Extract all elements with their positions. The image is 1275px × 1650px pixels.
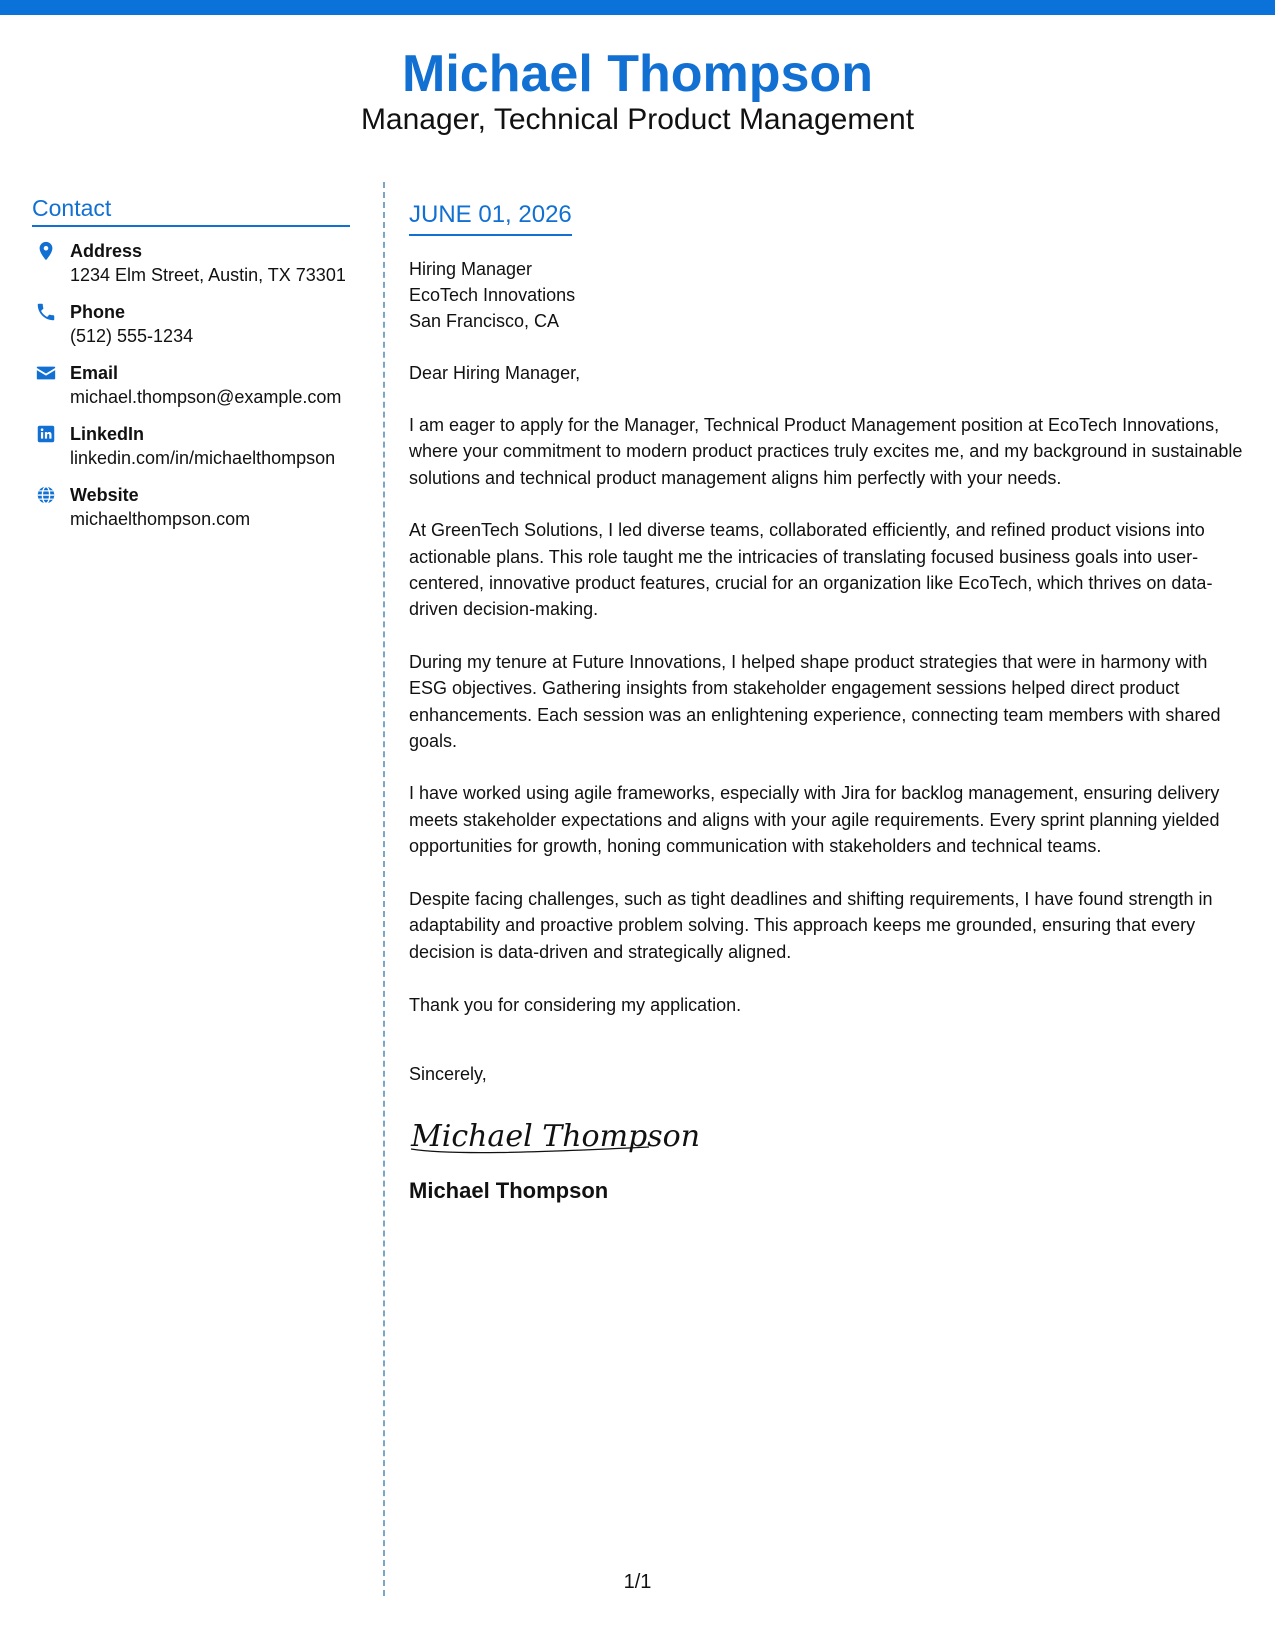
top-accent-bar bbox=[0, 0, 1275, 15]
contact-label: Website bbox=[70, 485, 139, 505]
column-divider bbox=[383, 182, 385, 1596]
handwritten-signature bbox=[409, 1113, 1249, 1159]
letter-body bbox=[409, 200, 1249, 1205]
map-pin-icon bbox=[35, 240, 59, 264]
letter-paragraph: During my tenure at Future Innovations, I helped shape product strategies that were in harmony with ESG objectives. Gathering insights from stakeholder engagement sessions helped direct product enhancements. Each session was an enlightening experience, connecting team members with shared goals. bbox=[409, 651, 1221, 752]
contact-item-website bbox=[32, 483, 352, 531]
website-link[interactable]: michaelthompson.com bbox=[70, 509, 251, 529]
linkedin-link[interactable]: linkedin.com/in/michaelthompson bbox=[70, 448, 336, 468]
contact-item-linkedin bbox=[32, 422, 352, 470]
contact-label: Phone bbox=[70, 302, 126, 322]
email-link[interactable]: michael.thompson@example.com bbox=[70, 387, 342, 407]
phone-value: (512) 555-1234 bbox=[70, 326, 194, 346]
phone-icon bbox=[35, 301, 59, 325]
letter-paragraph: At GreenTech Solutions, I led diverse teams, collaborated efficiently, and refined product visions into actionable plans. This role taught me the intricacies of translating focused business goals into user-centered, innovative product features, crucial for an organization like EcoTech, which thrives on data-driven decision-making. bbox=[409, 520, 1213, 620]
recipient-line: EcoTech Innovations bbox=[409, 285, 576, 305]
applicant-headline: Manager, Technical Product Management bbox=[360, 103, 915, 136]
letter-paragraph: I have worked using agile frameworks, especially with Jira for backlog management, ensuring delivery meets stakeholder expectations and aligns with your agile requirements. Every sprint planning yielded opportunities for growth, honing communication with stakeholders and technical teams. bbox=[409, 783, 1220, 857]
letter-greeting: Dear Hiring Manager, bbox=[409, 363, 581, 383]
signed-name: Michael Thompson bbox=[409, 1177, 609, 1203]
contact-item-email bbox=[32, 361, 352, 409]
envelope-icon bbox=[35, 362, 59, 386]
recipient-line: Hiring Manager bbox=[409, 259, 533, 279]
signature-text: Michael Thompson bbox=[411, 1118, 701, 1154]
letter-signoff: Sincerely, bbox=[409, 1063, 487, 1084]
globe-icon bbox=[35, 484, 59, 508]
linkedin-icon bbox=[35, 423, 59, 447]
page-number: 1/1 bbox=[623, 1571, 652, 1593]
contact-label: Email bbox=[70, 363, 119, 383]
applicant-name: Michael Thompson bbox=[402, 45, 873, 103]
contact-item-phone bbox=[32, 300, 352, 348]
address-value: 1234 Elm Street, Austin, TX 73301 bbox=[70, 265, 346, 285]
letter-paragraph: I am eager to apply for the Manager, Technical Product Management position at EcoTech Innovations, where your commitment to modern product practices truly excites me, and my background in sustainable solutions and technical product management aligns him perfectly with your needs. bbox=[409, 415, 1243, 488]
recipient-line: San Francisco, CA bbox=[409, 311, 560, 331]
recipient-block bbox=[409, 256, 1249, 334]
contact-section-title: Contact bbox=[32, 195, 350, 227]
contact-sidebar bbox=[32, 195, 352, 544]
letter-paragraph: Despite facing challenges, such as tight deadlines and shifting requirements, I have found strength in adaptability and proactive problem solving. This approach keeps me grounded, ensuring that every decision is data-driven and strategically aligned. bbox=[409, 888, 1213, 962]
contact-label: Address bbox=[70, 241, 143, 261]
contact-label: LinkedIn bbox=[70, 424, 145, 444]
letter-date: JUNE 01, 2026 bbox=[409, 200, 572, 236]
contact-item-address bbox=[32, 239, 352, 287]
letter-closing: Thank you for considering my application. bbox=[409, 994, 742, 1015]
